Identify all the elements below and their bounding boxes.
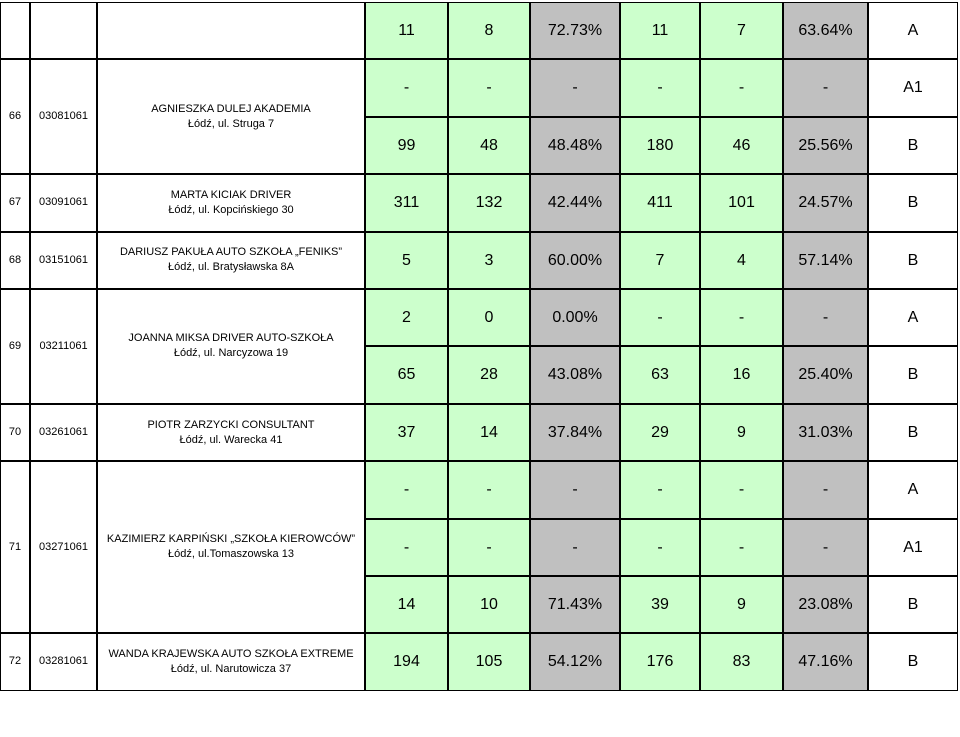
value-5: 31.03% <box>798 423 853 441</box>
value-1: 48 <box>480 136 498 154</box>
value-1: 8 <box>484 22 494 39</box>
value-0: 99 <box>397 136 416 154</box>
value-2: 43.08% <box>547 366 603 384</box>
school-address: Łódź, ul. Narcyzowa 19 <box>173 347 289 360</box>
value-2: 42.44% <box>547 194 603 212</box>
value-3: - <box>657 79 663 97</box>
value-2: - <box>572 538 578 556</box>
value-2: - <box>572 79 578 97</box>
school-name: AGNIESZKA DULEJ AKADEMIA <box>151 102 311 115</box>
value-2: - <box>572 481 578 499</box>
school-cell <box>97 633 365 690</box>
school-cell <box>97 59 365 174</box>
category-label: B <box>907 194 919 212</box>
value-4: 46 <box>732 136 751 154</box>
lp-number: 66 <box>8 110 22 123</box>
value-1: 28 <box>480 366 498 384</box>
value-5: - <box>822 309 829 326</box>
value-4: 7 <box>737 22 746 39</box>
value-1: 0 <box>484 309 494 326</box>
value-2: 54.12% <box>547 653 603 671</box>
value-5: 47.16% <box>798 653 853 671</box>
category-label: A1 <box>903 79 923 97</box>
school-code: 03151061 <box>39 253 88 266</box>
value-5: - <box>822 481 829 499</box>
school-cell <box>97 2 365 59</box>
school-code: 03211061 <box>39 340 88 352</box>
value-0: 14 <box>397 596 416 613</box>
value-3: 176 <box>646 653 674 671</box>
value-3: 11 <box>651 22 669 39</box>
value-4: 101 <box>728 194 755 212</box>
school-code: 03281061 <box>39 655 88 668</box>
school-name: JOANNA MIKSA DRIVER AUTO-SZKOŁA <box>128 332 334 345</box>
value-5: 57.14% <box>798 251 853 269</box>
value-5: - <box>822 79 829 97</box>
value-5: - <box>822 538 829 556</box>
school-address: Łódź, ul.Tomaszowska 13 <box>168 548 294 561</box>
value-0: 311 <box>393 194 420 212</box>
category-label: A1 <box>903 538 923 556</box>
school-address: Łódź, ul. Kopcińskiego 30 <box>168 203 294 216</box>
value-5: 24.57% <box>798 194 853 212</box>
value-2: 37.84% <box>547 423 603 441</box>
category-label: B <box>907 596 919 613</box>
value-4: - <box>738 481 745 499</box>
category-label: B <box>907 653 919 671</box>
lp-number: 72 <box>8 655 22 668</box>
value-5: 25.56% <box>798 136 853 154</box>
school-name: KAZIMIERZ KARPIŃSKI „SZKOŁA KIEROWCÓW” <box>106 533 356 546</box>
category-label: B <box>907 251 919 269</box>
value-3: - <box>657 481 663 499</box>
value-3: 39 <box>651 596 669 613</box>
lp-cell <box>0 2 30 59</box>
value-0: 65 <box>397 366 416 384</box>
lp-number: 70 <box>8 425 22 438</box>
value-1: 14 <box>480 423 498 441</box>
value-0: - <box>403 481 410 499</box>
school-cell <box>97 174 365 231</box>
value-0: 11 <box>398 22 415 39</box>
school-code: 03271061 <box>39 541 88 554</box>
school-name: WANDA KRAJEWSKA AUTO SZKOŁA EXTREME <box>108 648 354 661</box>
category-label: B <box>907 366 919 384</box>
value-3: - <box>657 538 663 556</box>
value-0: - <box>403 538 410 556</box>
school-address: Łódź, ul. Warecka 41 <box>179 433 283 446</box>
value-4: - <box>738 309 745 326</box>
value-3: 63 <box>651 366 669 384</box>
school-name: MARTA KICIAK DRIVER <box>170 188 292 201</box>
value-4: 4 <box>737 251 746 269</box>
school-code: 03261061 <box>39 425 88 438</box>
code-cell <box>30 2 97 59</box>
value-3: 7 <box>655 251 665 269</box>
value-3: - <box>657 309 663 326</box>
school-code: 03081061 <box>39 110 88 123</box>
value-1: 10 <box>480 596 498 613</box>
value-4: - <box>738 79 745 97</box>
school-code: 03091061 <box>39 196 88 209</box>
value-5: 63.64% <box>798 22 853 39</box>
value-2: 60.00% <box>547 251 603 269</box>
school-cell <box>97 232 365 289</box>
school-name: PIOTR ZARZYCKI CONSULTANT <box>147 418 315 431</box>
value-4: - <box>738 538 745 556</box>
category-label: A <box>907 309 919 326</box>
value-5: 23.08% <box>798 596 853 613</box>
value-3: 180 <box>646 136 674 154</box>
value-2: 71.43% <box>547 596 603 613</box>
value-2: 0.00% <box>552 309 598 326</box>
school-name: DARIUSZ PAKUŁA AUTO SZKOŁA „FENIKS” <box>119 246 343 259</box>
value-1: 132 <box>475 194 503 212</box>
school-address: Łódź, ul. Bratysławska 8A <box>168 261 294 274</box>
value-4: 9 <box>737 423 746 441</box>
school-address: Łódź, ul. Narutowicza 37 <box>170 663 292 676</box>
category-label: A <box>907 22 919 39</box>
value-5: 25.40% <box>798 366 853 384</box>
value-3: 411 <box>647 194 673 212</box>
value-1: - <box>486 79 492 97</box>
value-4: 83 <box>732 653 751 671</box>
category-label: A <box>907 481 919 499</box>
category-label: B <box>907 136 919 154</box>
value-0: 194 <box>393 653 420 671</box>
value-4: 16 <box>732 366 751 384</box>
value-1: 3 <box>484 251 494 269</box>
school-cell <box>97 461 365 633</box>
value-4: 9 <box>737 596 746 613</box>
value-3: 29 <box>651 423 669 441</box>
category-label: B <box>907 423 919 441</box>
lp-number: 71 <box>8 541 22 554</box>
lp-number: 69 <box>8 340 22 352</box>
value-2: 72.73% <box>547 22 603 39</box>
school-cell <box>97 289 365 404</box>
value-0: - <box>403 79 410 97</box>
value-2: 48.48% <box>547 136 603 154</box>
value-1: - <box>486 481 492 499</box>
value-0: 2 <box>402 309 411 326</box>
lp-number: 68 <box>8 253 22 266</box>
value-0: 5 <box>402 251 411 269</box>
value-1: 105 <box>475 653 503 671</box>
school-cell <box>97 404 365 461</box>
value-1: - <box>486 538 492 556</box>
value-0: 37 <box>397 423 416 441</box>
school-address: Łódź, ul. Struga 7 <box>187 117 275 130</box>
lp-number: 67 <box>8 196 22 209</box>
